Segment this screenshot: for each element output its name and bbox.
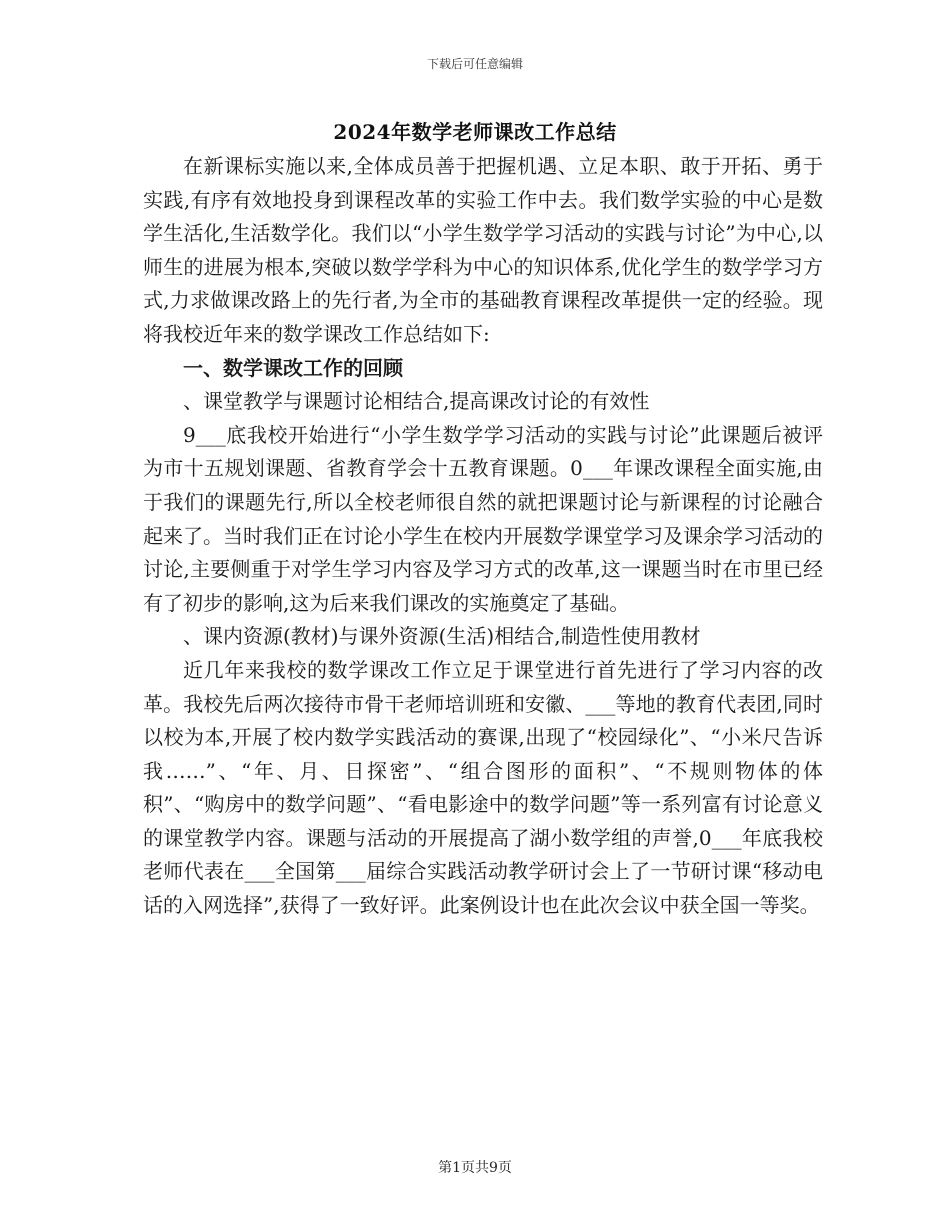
document-title: 2024年数学老师课改工作总结: [333, 120, 617, 144]
subsection-heading-1: 、课堂教学与课题讨论相结合,提高课改讨论的有效性: [183, 389, 650, 414]
page-number: 第1页共9页: [438, 1160, 512, 1176]
subsection-heading-2: 、课内资源(教材)与课外资源(生活)相结合,制造性使用教材: [183, 624, 701, 649]
document-body: [143, 150, 823, 923]
page-header: 下载后可任意编辑: [426, 57, 523, 71]
body-paragraph-2: 近几年来我校的数学课改工作立足于课堂进行首先进行了学习内容的改革。我校先后两次接待市骨干老师培训班和安徽、___等地的教育代表团,同时以校为本,开展了校内数学实践活动的赛课,出现了“校园绿化”、“小米尺告诉我……”、“年、月、日探密”、“组合图形的面积”、“不规则物体的体积”、“购房中的数学问题”、“看电影途中的数学问题”等一系列富有讨论意义的课堂教学内容。课题与活动的开展提高了湖小数学组的声誉,0___年底我校老师代表在___全国第___届综合实践活动教学研讨会上了一节研讨课“移动电话的入网选择”,获得了一致好评。此案例设计也在此次会议中获全国一等奖。: [143, 657, 823, 918]
section-heading: 一、数学课改工作的回顾: [183, 355, 403, 380]
intro-paragraph: 在新课标实施以来,全体成员善于把握机遇、立足本职、敢于开拓、勇于实践,有序有效地投身到课程改革的实验工作中去。我们数学实验的中心是数学生活化,生活数学化。我们以“小学生数学学习活动的实践与讨论”为中心,以师生的进展为根本,突破以数学学科为中心的知识体系,优化学生的数学学习方式,力求做课改路上的先行者,为全市的基础教育课程改革提供一定的经验。现将我校近年来的数学课改工作总结如下:: [143, 154, 823, 346]
body-paragraph-1: 9___底我校开始进行“小学生数学学习活动的实践与讨论”此课题后被评为市十五规划课题、省教育学会十五教育课题。0___年课改课程全面实施,由于我们的课题先行,所以全校老师很自然的就把课题讨论与新课程的讨论融合起来了。当时我们正在讨论小学生在校内开展数学课堂学习及课余学习活动的讨论,主要侧重于对学生学习内容及学习方式的改革,这一课题当时在市里已经有了初步的影响,这为后来我们课改的实施奠定了基础。: [143, 422, 823, 615]
